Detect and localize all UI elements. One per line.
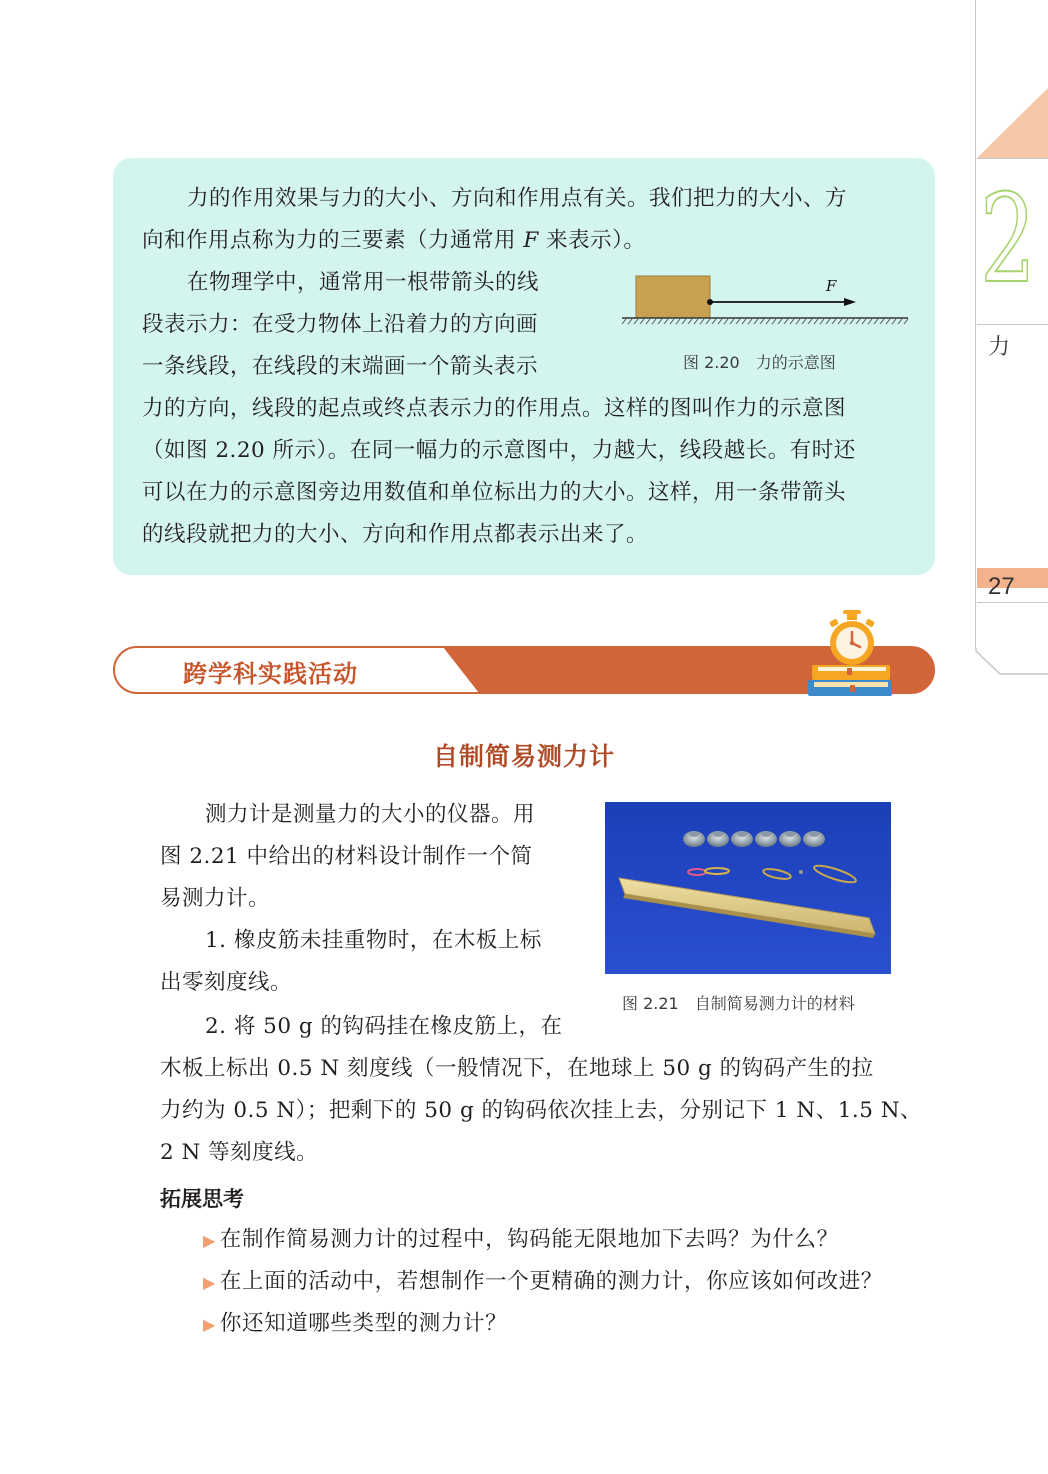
chapter-number: 2: [980, 168, 1036, 310]
question-item: ▶ 你还知道哪些类型的测力计？: [203, 1311, 508, 1336]
activity-text-line: 图 2.21 中给出的材料设计制作一个简: [160, 844, 533, 869]
materials-photo: [605, 802, 891, 974]
info-paragraph-line: 段表示力：在受力物体上沿着力的方向画: [142, 312, 539, 337]
arrow-head: [844, 298, 856, 306]
force-symbol: F: [523, 228, 539, 253]
force-diagram-figure: [618, 268, 910, 330]
tab-divider: [977, 602, 1048, 603]
activity-text-line: 测力计是测量力的大小的仪器。用: [205, 802, 536, 827]
activity-title: 自制简易测力计: [432, 742, 615, 771]
banner-title: 跨学科实践活动: [183, 660, 358, 688]
question-item: ▶ 在制作简易测力计的过程中，钩码能无限地加下去吗？为什么？: [203, 1227, 839, 1252]
triangle-bullet-icon: ▶: [203, 1273, 216, 1292]
info-paragraph-line: 可以在力的示意图旁边用数值和单位标出力的大小。这样，用一条带箭头: [142, 480, 847, 505]
info-paragraph-line: 的线段就把力的大小、方向和作用点都表示出来了。: [142, 522, 649, 547]
triangle-bullet-icon: ▶: [203, 1231, 216, 1250]
activity-text-line: 出零刻度线。: [160, 970, 293, 995]
info-paragraph-line: （如图 2.20 所示）。在同一幅力的示意图中，力越大，线段越长。有时还: [142, 438, 856, 463]
activity-text-line: 易测力计。: [160, 886, 271, 911]
figure-caption: 图 2.20 力的示意图: [683, 353, 836, 372]
margin-edge-corner: [975, 648, 1048, 678]
force-label: F: [826, 277, 837, 295]
info-paragraph-line: 一条线段，在线段的末端画一个箭头表示: [142, 354, 539, 379]
info-paragraph-line: 力的作用效果与力的大小、方向和作用点有关。我们把力的大小、方: [187, 186, 848, 211]
figure-caption: 图 2.21 自制简易测力计的材料: [622, 994, 855, 1013]
stopwatch-books-icon: [804, 610, 896, 698]
block: [636, 276, 710, 318]
question-item: ▶ 在上面的活动中，若想制作一个更精确的测力计，你应该如何改进？: [203, 1269, 883, 1294]
tab-divider: [977, 324, 1048, 325]
tab-divider: [977, 158, 1048, 159]
extension-heading: 拓展思考: [160, 1187, 244, 1211]
info-paragraph-line: 力的方向，线段的起点或终点表示力的作用点。这样的图叫作力的示意图: [142, 396, 847, 421]
chapter-label: 力: [988, 335, 1011, 360]
activity-text-line: 力约为 0.5 N）；把剩下的 50 g 的钩码依次挂上去，分别记下 1 N、1.5 N、: [160, 1098, 923, 1123]
info-paragraph-line: 向和作用点称为力的三要素（力通常用 F 来表示）。: [142, 228, 646, 253]
activity-text-line: 2. 将 50 g 的钩码挂在橡皮筋上，在: [205, 1014, 563, 1039]
activity-text-line: 木板上标出 0.5 N 刻度线（一般情况下，在地球上 50 g 的钩码产生的拉: [160, 1056, 874, 1081]
activity-text-line: 2 N 等刻度线。: [160, 1140, 319, 1165]
margin-edge-line: [975, 0, 976, 648]
chapter-tab-triangle: [977, 88, 1048, 158]
triangle-bullet-icon: ▶: [203, 1315, 216, 1334]
info-paragraph-line: 在物理学中，通常用一根带箭头的线: [187, 270, 540, 295]
activity-text-line: 1. 橡皮筋未挂重物时，在木板上标: [205, 928, 542, 953]
page-number: 27: [988, 573, 1015, 600]
